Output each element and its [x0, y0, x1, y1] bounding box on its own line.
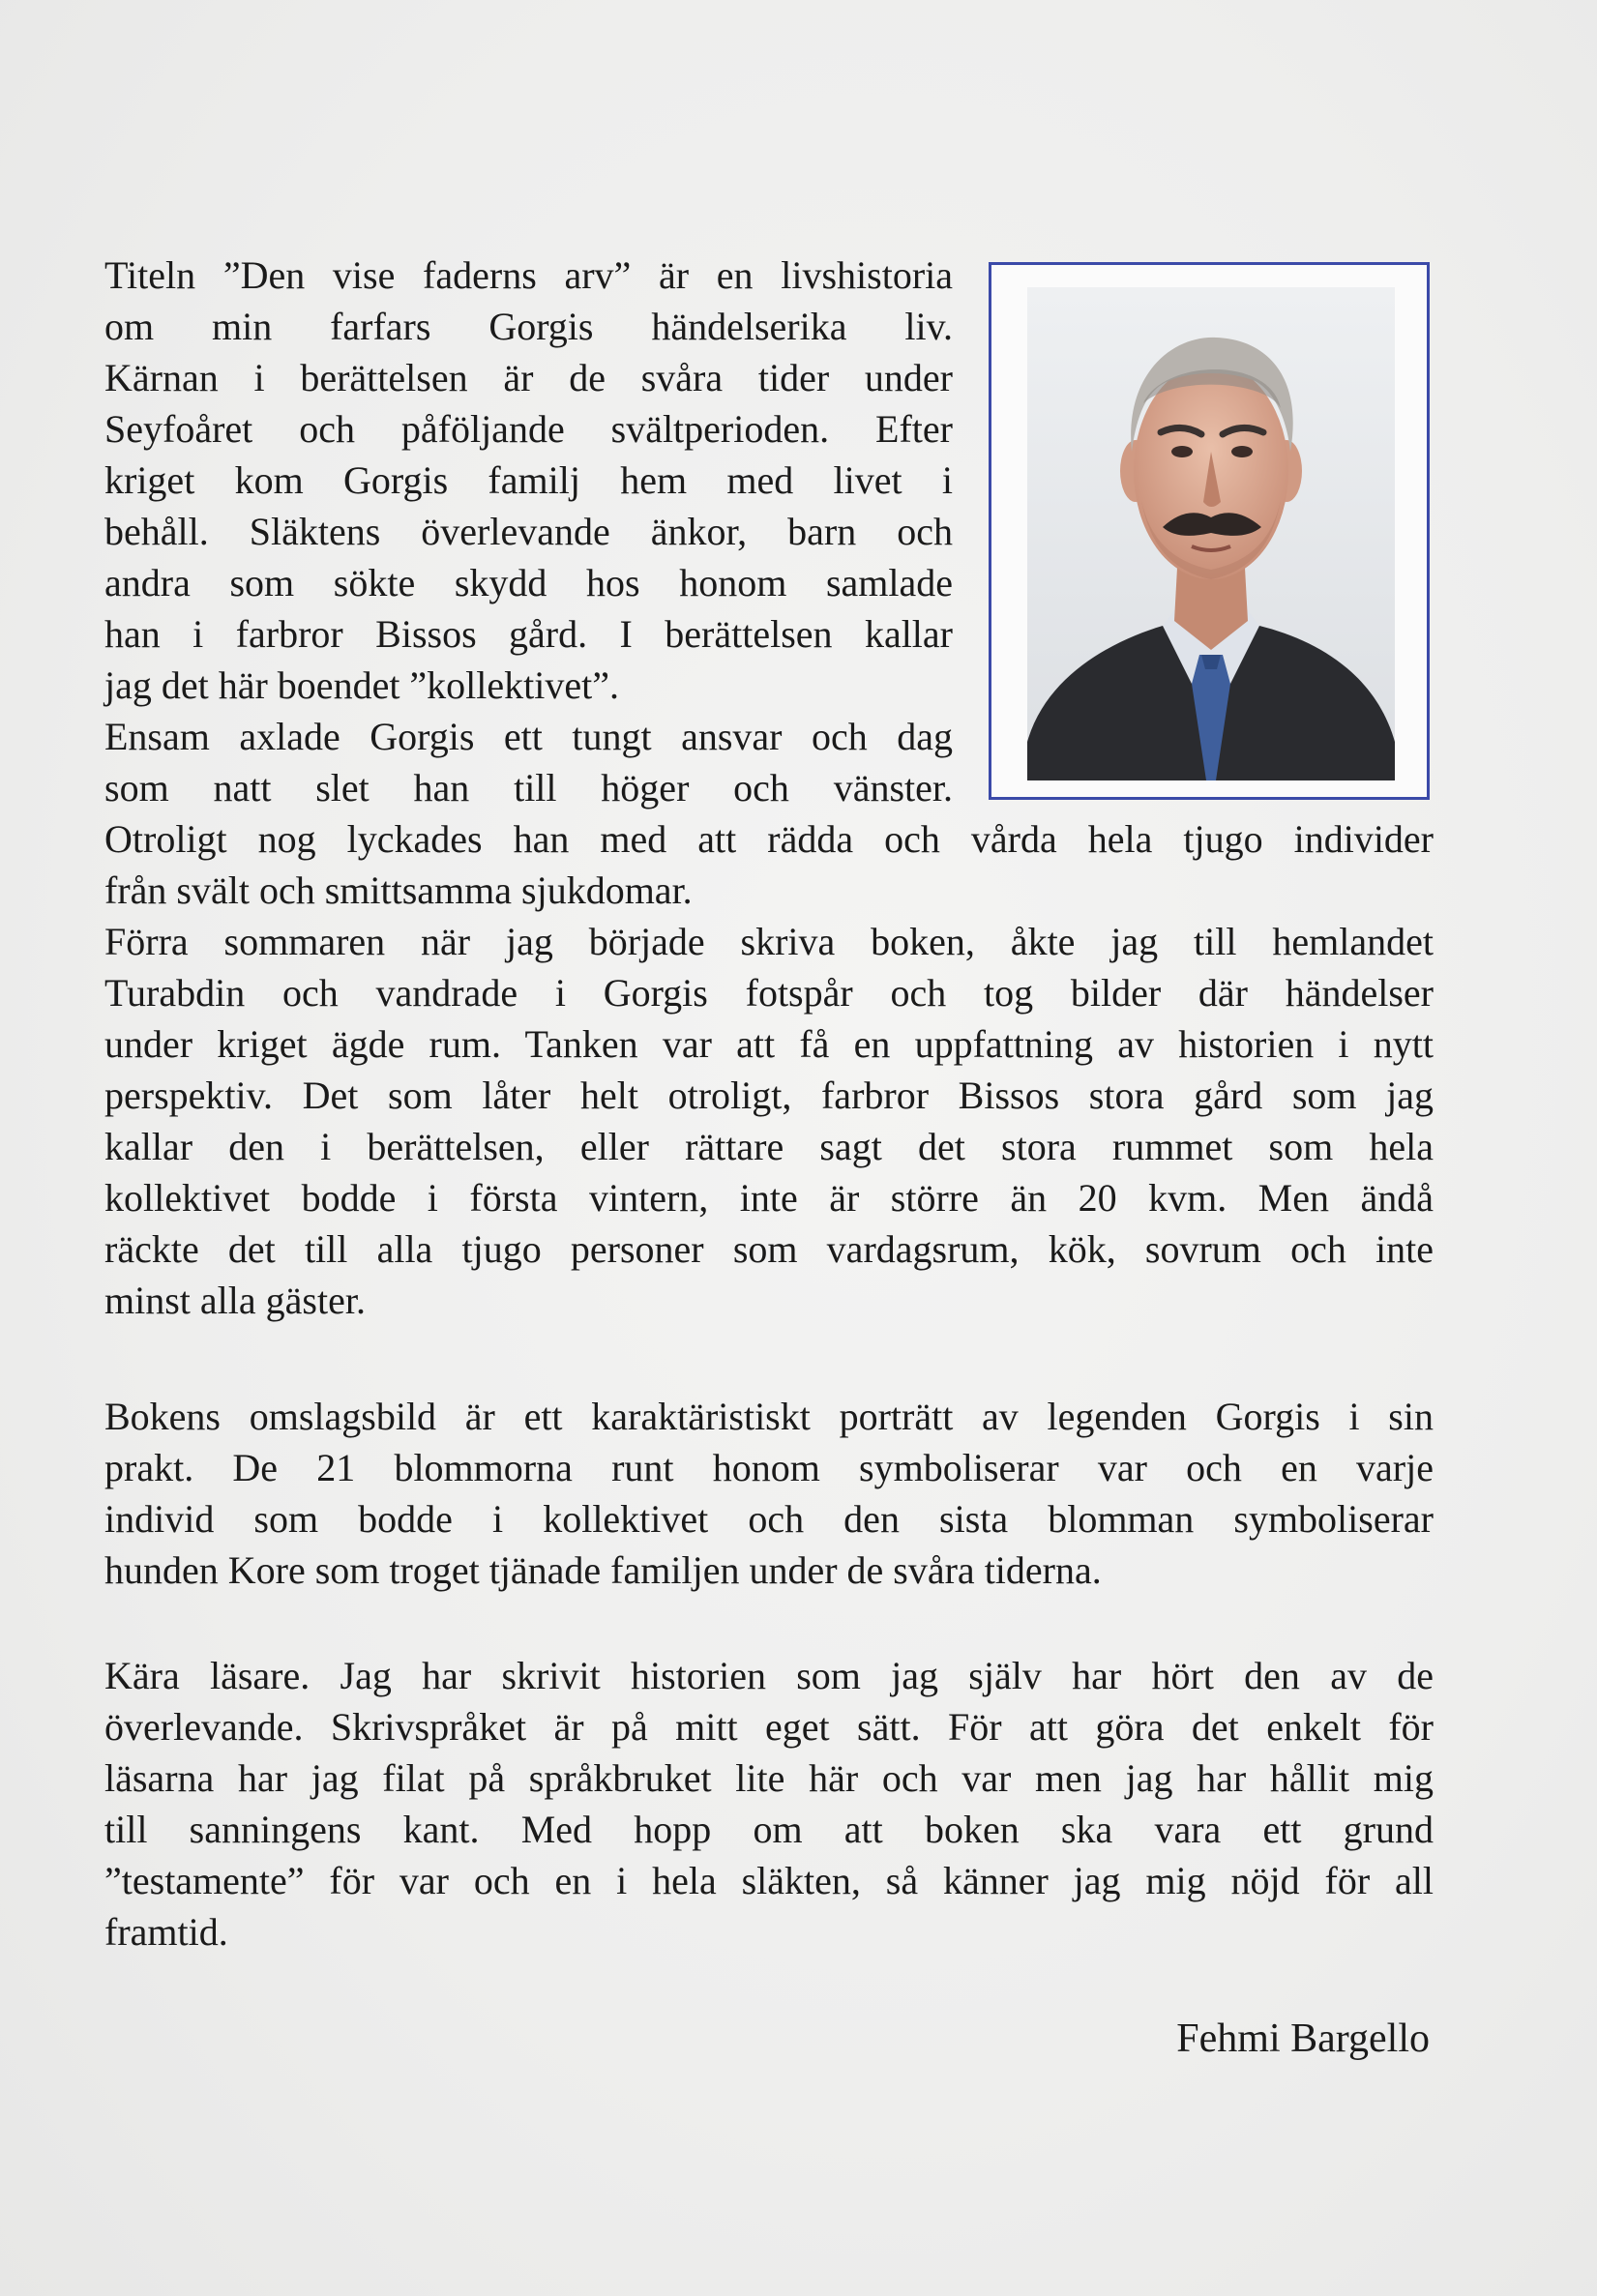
- paragraph-4-line: hunden Kore som troget tjänade familjen under de svåra tiderna.: [104, 1548, 1102, 1592]
- paragraph-1-line: behåll. Släktens överlevande änkor, barn och: [104, 510, 953, 553]
- paragraph-3-line: perspektiv. Det som låter helt otroligt, farbror Bissos stora gård som jag: [104, 1074, 1434, 1117]
- paragraph-2-line: Otroligt nog lyckades han med att rädda och vårda hela tjugo individer: [104, 817, 1434, 861]
- paragraph-5-line: Kära läsare. Jag har skrivit historien som jag själv har hört den av de: [104, 1654, 1434, 1697]
- paragraph-3-line: kallar den i berättelsen, eller rättare sagt det stora rummet som hela: [104, 1125, 1434, 1168]
- paragraph-4-line: individ som bodde i kollektivet och den sista blomman symboliserar: [104, 1497, 1434, 1541]
- author-signature: Fehmi Bargello: [1176, 2016, 1430, 2061]
- author-photo: [1027, 287, 1395, 780]
- paragraph-1-line: han i farbror Bissos gård. I berättelsen kallar: [104, 612, 953, 656]
- paragraph-1-line: kriget kom Gorgis familj hem med livet i: [104, 458, 953, 502]
- paragraph-3-line: kollektivet bodde i första vintern, inte är större än 20 kvm. Men ändå: [104, 1176, 1434, 1220]
- paragraph-5-line: ”testamente” för var och en i hela släkten, så känner jag mig nöjd för all: [104, 1859, 1434, 1902]
- paragraph-1-line: Seyfoåret och påföljande svältperioden. Efter: [104, 407, 953, 451]
- paragraph-2-line: Ensam axlade Gorgis ett tungt ansvar och dag: [104, 715, 953, 758]
- paragraph-1-line: Kärnan i berättelsen är de svåra tider under: [104, 356, 953, 399]
- paragraph-1-line: andra som sökte skydd hos honom samlade: [104, 561, 953, 604]
- paragraph-4-line: Bokens omslagsbild är ett karaktäristiskt porträtt av legenden Gorgis i sin: [104, 1395, 1434, 1438]
- paragraph-1-line: Titeln ”Den vise faderns arv” är en livshistoria: [104, 253, 953, 297]
- paragraph-3-line: Turabdin och vandrade i Gorgis fotspår och tog bilder där händelser: [104, 971, 1434, 1015]
- paragraph-5-line: till sanningens kant. Med hopp om att boken ska vara ett grund: [104, 1808, 1434, 1851]
- paragraph-1-line: jag det här boendet ”kollektivet”.: [104, 663, 620, 707]
- paragraph-3-line: under kriget ägde rum. Tanken var att få en uppfattning av historien i nytt: [104, 1022, 1434, 1066]
- paragraph-4-line: prakt. De 21 blommorna runt honom symboliserar var och en varje: [104, 1446, 1434, 1489]
- paragraph-1-line: om min farfars Gorgis händelserika liv.: [104, 305, 953, 348]
- paragraph-2-line: som natt slet han till höger och vänster.: [104, 766, 953, 809]
- paragraph-5-line: överlevande. Skrivspråket är på mitt eget sätt. För att göra det enkelt för: [104, 1705, 1434, 1749]
- paragraph-3-line: räckte det till alla tjugo personer som vardagsrum, kök, sovrum och inte: [104, 1227, 1434, 1271]
- paragraph-3-line: minst alla gäster.: [104, 1279, 366, 1322]
- paragraph-5-line: läsarna har jag filat på språkbruket lite här och var men jag har hållit mig: [104, 1756, 1434, 1800]
- paragraph-5-line: framtid.: [104, 1910, 228, 1954]
- paragraph-3-line: Förra sommaren när jag började skriva boken, åkte jag till hemlandet: [104, 920, 1434, 963]
- paragraph-2-line: från svält och smittsamma sjukdomar.: [104, 868, 693, 912]
- author-photo-frame: [989, 262, 1430, 800]
